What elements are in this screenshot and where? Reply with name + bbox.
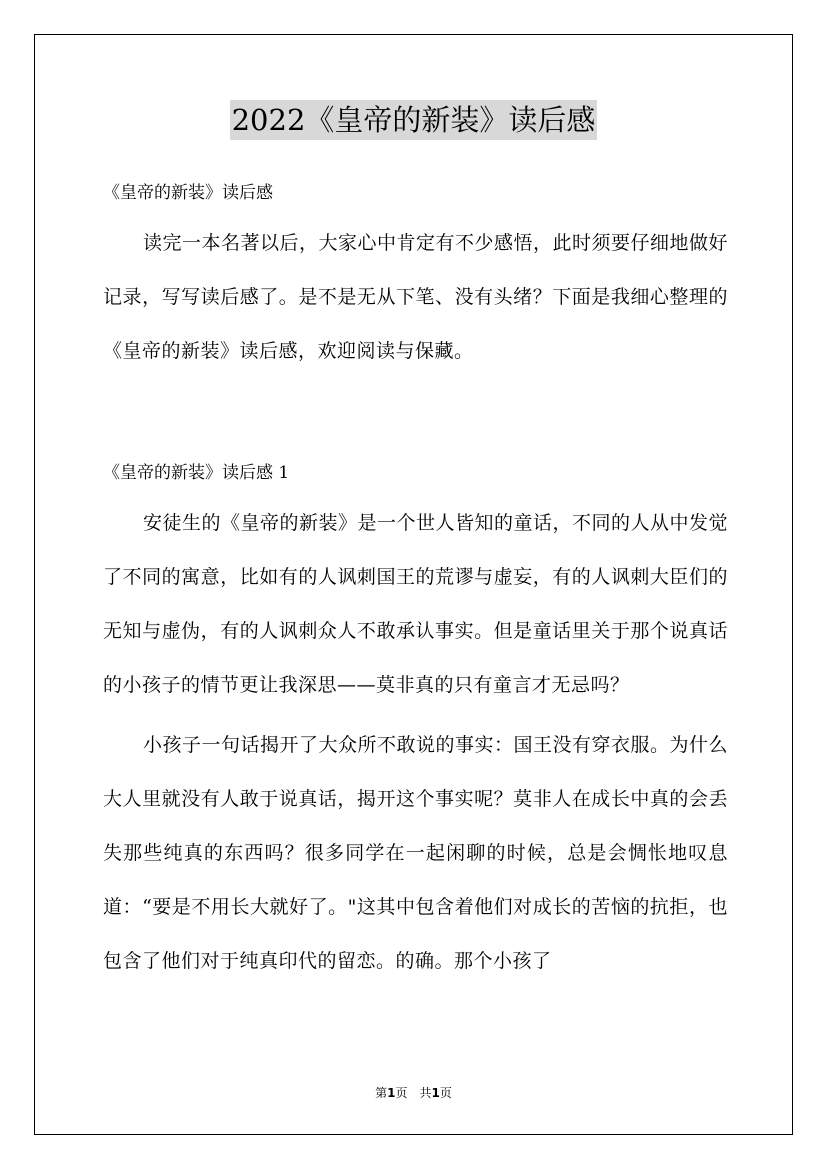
body-paragraph-2: 小孩子一句话揭开了大众所不敢说的事实：国王没有穿衣服。为什么大人里就没有人敢于说真话，揭开这个事实呢？莫非人在成长中真的会丢失那些纯真的东西吗？很多同学在一起闲聊的时候，总是会惆怅地叹息道：“要是不用长大就好了。"这其中包含着他们对成长的苦恼的抗拒，也包含了他们对于纯真印代的留恋。的确。那个小孩了: [103, 734, 729, 972]
footer-page-current: 1: [387, 1086, 396, 1100]
title-container: [0, 100, 827, 140]
footer-mid: 页 共: [395, 1086, 432, 1100]
document-title: 2022《皇帝的新装》读后感: [230, 100, 598, 140]
document-body: [103, 176, 728, 988]
page-footer: [0, 1084, 827, 1101]
intro-paragraph: 读完一本名著以后，大家心中肯定有不少感悟，此时须要仔细地做好记录，写写读后感了。是不是无从下笔、没有头绪？下面是我细心整理的《皇帝的新装》读后感，欢迎阅读与保藏。: [103, 232, 729, 362]
subheading-1: 《皇帝的新装》读后感 1: [103, 463, 290, 483]
section-heading: 《皇帝的新装》读后感: [103, 183, 273, 203]
footer-suffix: 页: [439, 1086, 452, 1100]
footer-page-total: 1: [431, 1086, 440, 1100]
footer-prefix: 第: [375, 1086, 388, 1100]
body-paragraph-1: 安徒生的《皇帝的新装》是一个世人皆知的童话，不同的人从中发觉了不同的寓意，比如有的人讽刺国王的荒谬与虚妄，有的人讽刺大臣们的无知与虚伪，有的人讽刺众人不敢承认事实。但是童话里关于那个说真话的小孩子的情节更让我深思——莫非真的只有童言才无忌吗？: [103, 512, 729, 696]
